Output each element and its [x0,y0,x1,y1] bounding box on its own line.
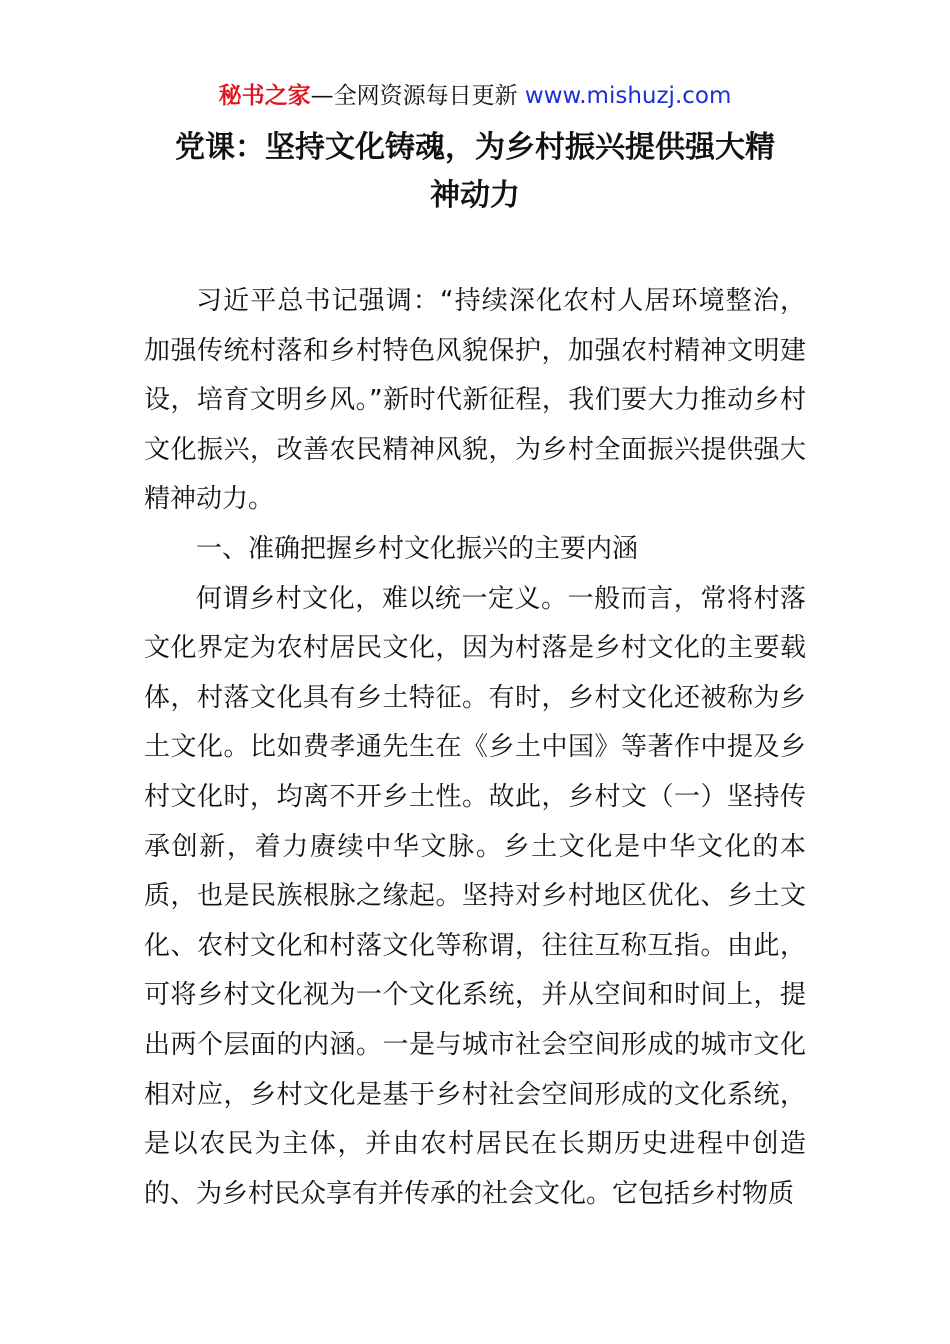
body-paragraph: 何谓乡村文化，难以统一定义。一般而言，常将村落文化界定为农村居民文化，因为村落是乡村文化的主要载体，村落文化具有乡土特征。有时，乡村文化还被称为乡土文化。比如费孝通先生在《乡土中国》等著作中提及乡村文化时，均离不开乡土性。故此，乡村文（一）坚持传承创新，着力赓续中华文脉。乡土文化是中华文化的本质，也是民族根脉之缘起。坚持对乡村地区优化、乡土文化、农村文化和村落文化等称谓，往往互称互指。由此，可将乡村文化视为一个文化系统，并从空间和时间上，提出两个层面的内涵。一是与城市社会空间形成的城市文化相对应，乡村文化是基于乡村社会空间形成的文化系统，是以农民为主体，并由农村居民在长期历史进程中创造的、为乡村民众享有并传承的社会文化。它包括乡村物质 [144,583,806,1209]
document-title-line-2: 神动力 [430,178,520,213]
site-header [0,80,950,112]
site-name: 秘书之家 [218,83,311,109]
site-tagline: —全网资源每日更新 [310,83,525,109]
section-heading-1: 一、准确把握乡村文化振兴的主要内涵 [196,533,639,564]
document-title [140,124,810,220]
document-title-line-1: 党课：坚持文化铸魂，为乡村振兴提供强大精 [175,130,775,165]
document-body [144,277,806,1219]
site-url-link[interactable]: www.mishuzj.com [524,83,732,109]
intro-paragraph: 习近平总书记强调：“持续深化农村人居环境整治，加强传统村落和乡村特色风貌保护，加强农村精神文明建设，培育文明乡风。”新时代新征程，我们要大力推动乡村文化振兴，改善农民精神风貌，为乡村全面振兴提供强大精神动力。 [144,286,806,515]
